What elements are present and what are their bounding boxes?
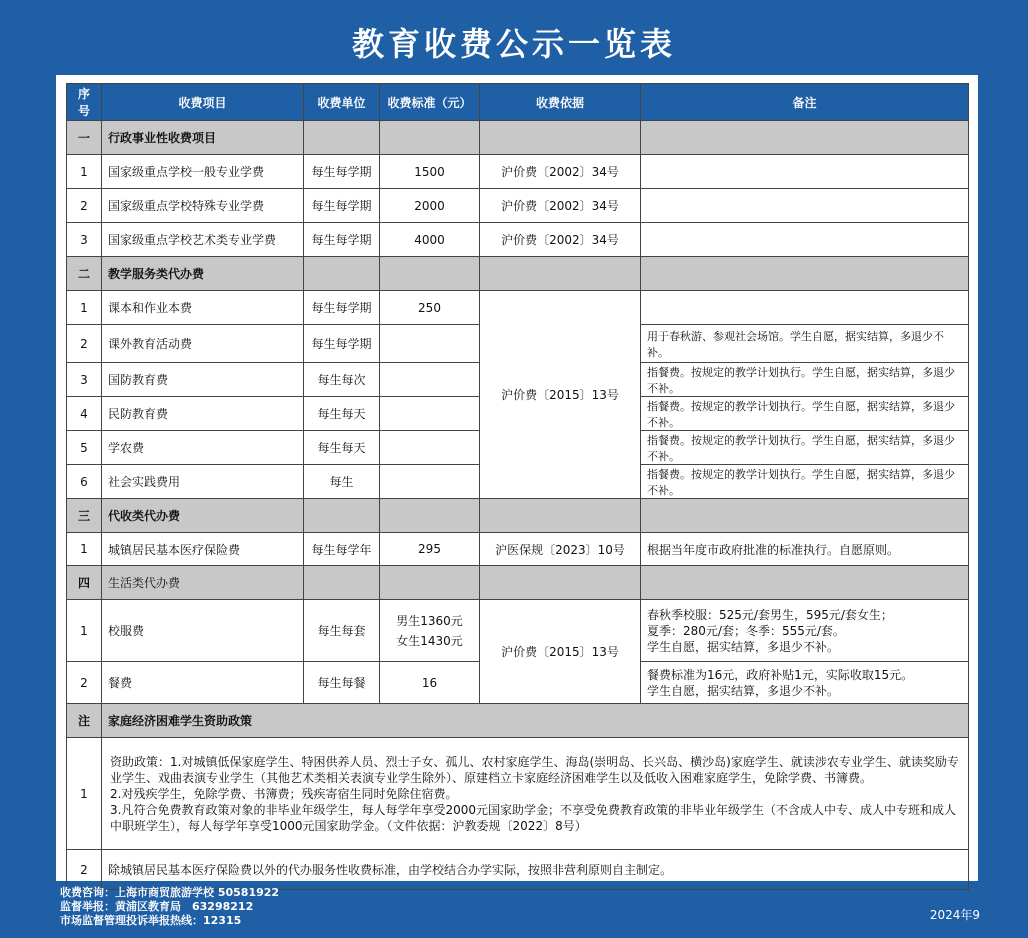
row-basis: 沪医保规〔2023〕10号 bbox=[480, 533, 641, 566]
policy-line: 资助政策：1.对城镇低保家庭学生、特困供养人员、烈士子女、孤儿、农村家庭学生、海岛(崇明岛、长兴岛、横沙岛)家庭学生、就读涉农专业学生、就读奖励专业学生、戏曲表演专业学生（其他艺术类相关表演专业学生除外）、原建档立卡家庭经济困难学生以及低收入困难家庭学生，免除学费、书簿费。 bbox=[110, 754, 959, 785]
header-standard: 收费标准（元） bbox=[380, 84, 480, 121]
row-note bbox=[641, 155, 969, 189]
row-no: 1 bbox=[67, 533, 102, 566]
row-unit: 每生每天 bbox=[304, 431, 380, 465]
row-item: 国家级重点学校艺术类专业学费 bbox=[102, 223, 304, 257]
standard-female: 女生1430元 bbox=[396, 633, 463, 648]
section-row bbox=[67, 257, 969, 291]
row-standard bbox=[380, 431, 480, 465]
policy-text: 除城镇居民基本医疗保险费以外的代办服务性收费标准，由学校结合办学实际，按照非营利原则自主制定。 bbox=[102, 850, 969, 890]
row-note: 根据当年度市政府批准的标准执行。自愿原则。 bbox=[641, 533, 969, 566]
row-item: 社会实践费用 bbox=[102, 465, 304, 499]
section-no: 一 bbox=[67, 121, 102, 155]
footer-date: 2024年9 bbox=[929, 908, 980, 922]
row-no: 1 bbox=[67, 155, 102, 189]
row-note bbox=[641, 600, 969, 662]
row-standard bbox=[380, 600, 480, 662]
row-standard bbox=[380, 465, 480, 499]
row-note: 指餐费。按规定的教学计划执行。学生自愿，据实结算，多退少不补。 bbox=[641, 465, 969, 499]
section-row bbox=[67, 499, 969, 533]
row-unit: 每生每学期 bbox=[304, 189, 380, 223]
row-unit: 每生 bbox=[304, 465, 380, 499]
row-unit: 每生每套 bbox=[304, 600, 380, 662]
footer-contacts bbox=[60, 886, 279, 928]
section-no: 三 bbox=[67, 499, 102, 533]
header-no: 序号 bbox=[67, 84, 102, 121]
fee-table bbox=[66, 83, 969, 890]
row-item: 餐费 bbox=[102, 662, 304, 704]
row-no: 2 bbox=[67, 662, 102, 704]
row-no: 3 bbox=[67, 223, 102, 257]
row-unit: 每生每学期 bbox=[304, 325, 380, 363]
header-basis: 收费依据 bbox=[480, 84, 641, 121]
row-no: 1 bbox=[67, 738, 102, 850]
section-name: 家庭经济困难学生资助政策 bbox=[102, 704, 969, 738]
row-unit: 每生每次 bbox=[304, 363, 380, 397]
row-unit: 每生每学期 bbox=[304, 223, 380, 257]
table-header-row bbox=[67, 84, 969, 121]
policy-line: 2.对残疾学生，免除学费、书簿费；残疾寄宿生同时免除住宿费。 bbox=[110, 786, 458, 801]
section-row bbox=[67, 566, 969, 600]
fee-table-panel bbox=[56, 75, 978, 881]
row-basis: 沪价费〔2015〕13号 bbox=[480, 291, 641, 499]
row-no: 6 bbox=[67, 465, 102, 499]
row-item: 国家级重点学校特殊专业学费 bbox=[102, 189, 304, 223]
standard-male: 男生1360元 bbox=[396, 613, 463, 628]
row-no: 4 bbox=[67, 397, 102, 431]
policy-line: 3.凡符合免费教育政策对象的非毕业年级学生，每人每学年享受2000元国家助学金；不享受免费教育政策的非毕业年级学生（不含成人中专、成人中专班和成人中职班学生），每人每学年享受1000元国家助学金。（文件依据：沪教委规〔2022〕8号） bbox=[110, 802, 956, 833]
table-row bbox=[67, 600, 969, 662]
footer-report: 监督举报：黄浦区教育局 63298212 bbox=[60, 900, 254, 913]
row-unit: 每生每学期 bbox=[304, 155, 380, 189]
row-note bbox=[641, 189, 969, 223]
header-note: 备注 bbox=[641, 84, 969, 121]
policy-text bbox=[102, 738, 969, 850]
section-no: 二 bbox=[67, 257, 102, 291]
row-note bbox=[641, 223, 969, 257]
row-standard: 1500 bbox=[380, 155, 480, 189]
row-standard bbox=[380, 397, 480, 431]
row-item: 课本和作业本费 bbox=[102, 291, 304, 325]
row-standard: 16 bbox=[380, 662, 480, 704]
row-basis: 沪价费〔2015〕13号 bbox=[480, 600, 641, 704]
row-item: 学农费 bbox=[102, 431, 304, 465]
header-item: 收费项目 bbox=[102, 84, 304, 121]
policy-row bbox=[67, 850, 969, 890]
row-note: 用于春秋游、参观社会场馆。学生自愿，据实结算，多退少不补。 bbox=[641, 325, 969, 363]
table-row bbox=[67, 533, 969, 566]
row-note bbox=[641, 662, 969, 704]
row-no: 5 bbox=[67, 431, 102, 465]
table-row bbox=[67, 291, 969, 325]
row-no: 2 bbox=[67, 850, 102, 890]
footer-consult: 收费咨询：上海市商贸旅游学校 50581922 bbox=[60, 886, 280, 899]
row-note: 指餐费。按规定的教学计划执行。学生自愿，据实结算，多退少不补。 bbox=[641, 397, 969, 431]
header-unit: 收费单位 bbox=[304, 84, 380, 121]
note-line: 学生自愿，据实结算，多退少不补。 bbox=[647, 639, 840, 654]
row-basis: 沪价费〔2002〕34号 bbox=[480, 223, 641, 257]
row-no: 1 bbox=[67, 600, 102, 662]
row-item: 国防教育费 bbox=[102, 363, 304, 397]
row-note: 指餐费。按规定的教学计划执行。学生自愿，据实结算，多退少不补。 bbox=[641, 431, 969, 465]
section-name: 教学服务类代办费 bbox=[102, 257, 304, 291]
row-standard: 295 bbox=[380, 533, 480, 566]
section-no: 四 bbox=[67, 566, 102, 600]
section-no: 注 bbox=[67, 704, 102, 738]
row-no: 3 bbox=[67, 363, 102, 397]
row-no: 1 bbox=[67, 291, 102, 325]
row-unit: 每生每学年 bbox=[304, 533, 380, 566]
page-title: 教育收费公示一览表 bbox=[351, 25, 676, 63]
row-unit: 每生每餐 bbox=[304, 662, 380, 704]
row-unit: 每生每天 bbox=[304, 397, 380, 431]
note-line: 学生自愿，据实结算，多退少不补。 bbox=[647, 683, 840, 698]
row-note bbox=[641, 291, 969, 325]
section-name: 生活类代办费 bbox=[102, 566, 304, 600]
row-item: 城镇居民基本医疗保险费 bbox=[102, 533, 304, 566]
row-standard: 250 bbox=[380, 291, 480, 325]
table-row bbox=[67, 223, 969, 257]
policy-row bbox=[67, 738, 969, 850]
row-item: 课外教育活动费 bbox=[102, 325, 304, 363]
table-row bbox=[67, 189, 969, 223]
row-note: 指餐费。按规定的教学计划执行。学生自愿，据实结算，多退少不补。 bbox=[641, 363, 969, 397]
section-name: 代收类代办费 bbox=[102, 499, 304, 533]
row-item: 校服费 bbox=[102, 600, 304, 662]
note-line: 餐费标准为16元，政府补贴1元，实际收取15元。 bbox=[647, 667, 914, 682]
section-name: 行政事业性收费项目 bbox=[102, 121, 304, 155]
row-basis: 沪价费〔2002〕34号 bbox=[480, 189, 641, 223]
table-row bbox=[67, 155, 969, 189]
section-row bbox=[67, 121, 969, 155]
row-item: 民防教育费 bbox=[102, 397, 304, 431]
note-line: 夏季：280元/套；冬季：555元/套。 bbox=[647, 623, 845, 638]
row-unit: 每生每学期 bbox=[304, 291, 380, 325]
row-no: 2 bbox=[67, 325, 102, 363]
row-standard: 4000 bbox=[380, 223, 480, 257]
row-standard bbox=[380, 363, 480, 397]
row-no: 2 bbox=[67, 189, 102, 223]
row-item: 国家级重点学校一般专业学费 bbox=[102, 155, 304, 189]
row-basis: 沪价费〔2002〕34号 bbox=[480, 155, 641, 189]
footer-hotline: 市场监督管理投诉举报热线：12315 bbox=[60, 914, 242, 927]
row-standard: 2000 bbox=[380, 189, 480, 223]
note-line: 春秋季校服：525元/套男生，595元/套女生； bbox=[647, 607, 893, 622]
section-row bbox=[67, 704, 969, 738]
row-standard bbox=[380, 325, 480, 363]
